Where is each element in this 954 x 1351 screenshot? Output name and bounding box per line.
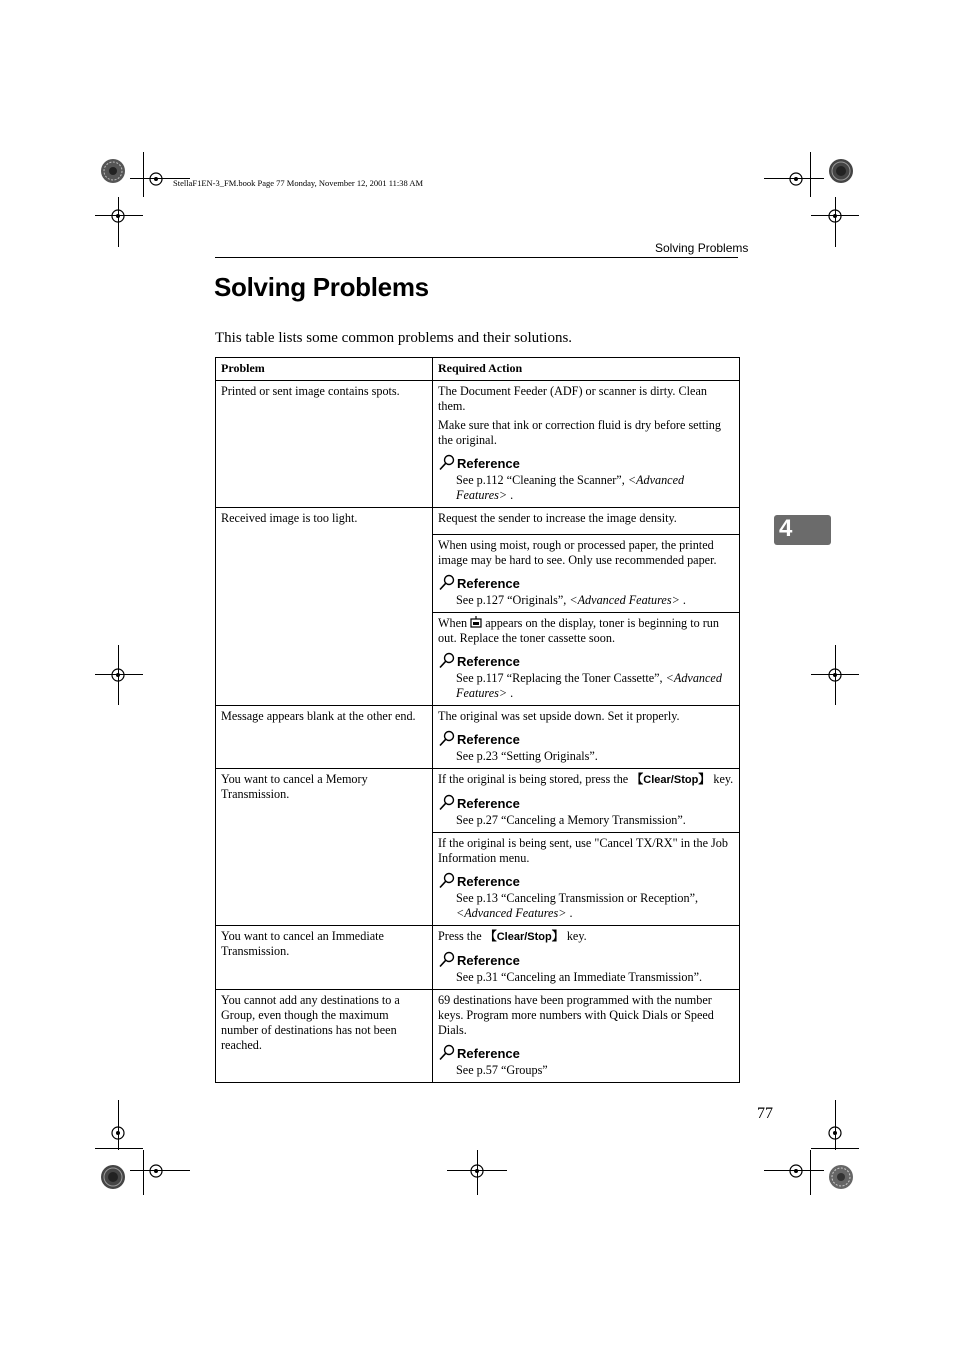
action-text: When using moist, rough or processed paper, the printed image may be hard to see. Only use recommended paper.: [438, 538, 717, 567]
crosshair-icon: [787, 1162, 805, 1180]
problem-cell: Message appears blank at the other end.: [216, 706, 433, 769]
book-file-line: StellaF1EN-3_FM.book Page 77 Monday, November 12, 2001 11:38 AM: [173, 178, 424, 188]
crosshair-icon: [826, 1124, 844, 1142]
reference-block: [438, 730, 734, 764]
reference-label: Reference: [457, 576, 520, 591]
table-row: [216, 706, 740, 769]
problem-cell: You cannot add any destinations to a Group, even though the maximum number of destinations has not been reached.: [216, 990, 433, 1083]
reference-text: See p.27 “Canceling a Memory Transmission”.: [456, 813, 686, 827]
reference-text: See p.23 “Setting Originals”.: [456, 749, 598, 763]
problem-cell: You want to cancel an Immediate Transmission.: [216, 926, 433, 990]
manual-title: <Advanced Features>: [456, 906, 567, 920]
action-cell: [433, 508, 740, 535]
clear-stop-key: Clear/Stop: [496, 931, 552, 943]
running-head: Solving Problems: [655, 241, 749, 255]
reference-label: Reference: [457, 654, 520, 669]
page-number: 77: [757, 1105, 773, 1122]
registration-target-icon: [100, 1164, 126, 1190]
crosshair-icon: [109, 666, 127, 684]
table-header-row: [216, 358, 740, 381]
crosshair-icon: [787, 170, 805, 188]
registration-target-icon: [828, 158, 854, 184]
action-cell: [433, 833, 740, 926]
reference-magnifier-icon: [438, 794, 456, 811]
clear-stop-key: Clear/Stop: [643, 774, 699, 786]
reference-label: Reference: [457, 796, 520, 811]
action-text: Request the sender to increase the image density.: [438, 511, 677, 525]
reference-magnifier-icon: [438, 1044, 456, 1061]
crosshair-icon: [826, 666, 844, 684]
action-text: If the original is being stored, press the 【Clear/Stop】 key.: [438, 772, 734, 786]
chapter-number: 4: [779, 515, 793, 542]
reference-block: [438, 652, 734, 701]
key-bracket-right: 】: [551, 929, 564, 943]
key-bracket-left: 【: [631, 772, 644, 786]
reference-text: See p.57 “Groups”: [456, 1063, 548, 1077]
action-cell: [433, 769, 740, 833]
reference-magnifier-icon: [438, 574, 456, 591]
reference-label: Reference: [457, 953, 520, 968]
problems-table: [215, 357, 740, 1083]
reference-magnifier-icon: [438, 454, 456, 471]
reference-label: Reference: [457, 1046, 520, 1061]
table-row: [216, 926, 740, 990]
key-bracket-right: 】: [698, 772, 711, 786]
reference-text: See p.127 “Originals”, <Advanced Features> .: [456, 593, 686, 607]
manual-title: <Advanced Features>: [456, 473, 685, 502]
reference-text: See p.117 “Replacing the Toner Cassette”, <Advanced Features> .: [456, 671, 722, 700]
manual-title: <Advanced Features>: [456, 671, 722, 700]
page-title: Solving Problems: [214, 272, 429, 302]
table-row: [216, 769, 740, 833]
reference-block: [438, 574, 734, 608]
action-text: Make sure that ink or correction fluid is dry before setting the original.: [438, 418, 721, 447]
action-cell: [433, 613, 740, 706]
table-row: [216, 508, 740, 535]
action-cell: [433, 990, 740, 1083]
toner-low-icon: [470, 616, 482, 628]
action-text: If the original is being sent, use "Cancel TX/RX" in the Job Information menu.: [438, 836, 728, 865]
reference-text: See p.112 “Cleaning the Scanner”, <Advanced Features> .: [456, 473, 685, 502]
column-header-action: Required Action: [433, 358, 740, 381]
problem-cell: Printed or sent image contains spots.: [216, 381, 433, 508]
action-cell: [433, 381, 740, 508]
action-text: 69 destinations have been programmed with the number keys. Program more numbers with Quick Dials or Speed Dials.: [438, 993, 714, 1037]
reference-magnifier-icon: [438, 652, 456, 669]
reference-text: See p.31 “Canceling an Immediate Transmission”.: [456, 970, 703, 984]
action-text: Press the 【Clear/Stop】 key.: [438, 929, 587, 943]
reference-label: Reference: [457, 874, 520, 889]
reference-block: [438, 454, 734, 503]
reference-block: [438, 872, 734, 921]
action-cell: [433, 926, 740, 990]
crosshair-icon: [147, 170, 165, 188]
crosshair-icon: [147, 1162, 165, 1180]
intro-text: This table lists some common problems and their solutions.: [215, 330, 573, 346]
reference-label: Reference: [457, 732, 520, 747]
key-bracket-left: 【: [484, 929, 497, 943]
problem-cell: You want to cancel a Memory Transmission.: [216, 769, 433, 926]
table-row: [216, 990, 740, 1083]
table-row: [216, 381, 740, 508]
registration-target-icon: [828, 1164, 854, 1190]
chapter-tab: [774, 515, 831, 545]
reference-magnifier-icon: [438, 730, 456, 747]
reference-magnifier-icon: [438, 951, 456, 968]
action-text: When appears on the display, toner is beginning to run out. Replace the toner cassette soon.: [438, 616, 719, 645]
reference-text: See p.13 “Canceling Transmission or Reception”, <Advanced Features> .: [456, 891, 699, 920]
registration-target-icon: [100, 158, 126, 184]
column-header-problem: Problem: [216, 358, 433, 381]
reference-block: [438, 794, 734, 828]
reference-magnifier-icon: [438, 872, 456, 889]
reference-block: [438, 1044, 734, 1078]
action-cell: [433, 706, 740, 769]
reference-block: [438, 951, 734, 985]
problem-cell: Received image is too light.: [216, 508, 433, 706]
crosshair-icon: [468, 1162, 486, 1180]
crosshair-icon: [826, 207, 844, 225]
action-text: The Document Feeder (ADF) or scanner is dirty. Clean them.: [438, 384, 707, 413]
reference-label: Reference: [457, 456, 520, 471]
crosshair-icon: [109, 1124, 127, 1142]
action-cell: [433, 535, 740, 613]
crosshair-icon: [109, 207, 127, 225]
action-text: The original was set upside down. Set it properly.: [438, 709, 680, 723]
manual-title: <Advanced Features>: [569, 593, 680, 607]
header-rule: [215, 257, 738, 258]
